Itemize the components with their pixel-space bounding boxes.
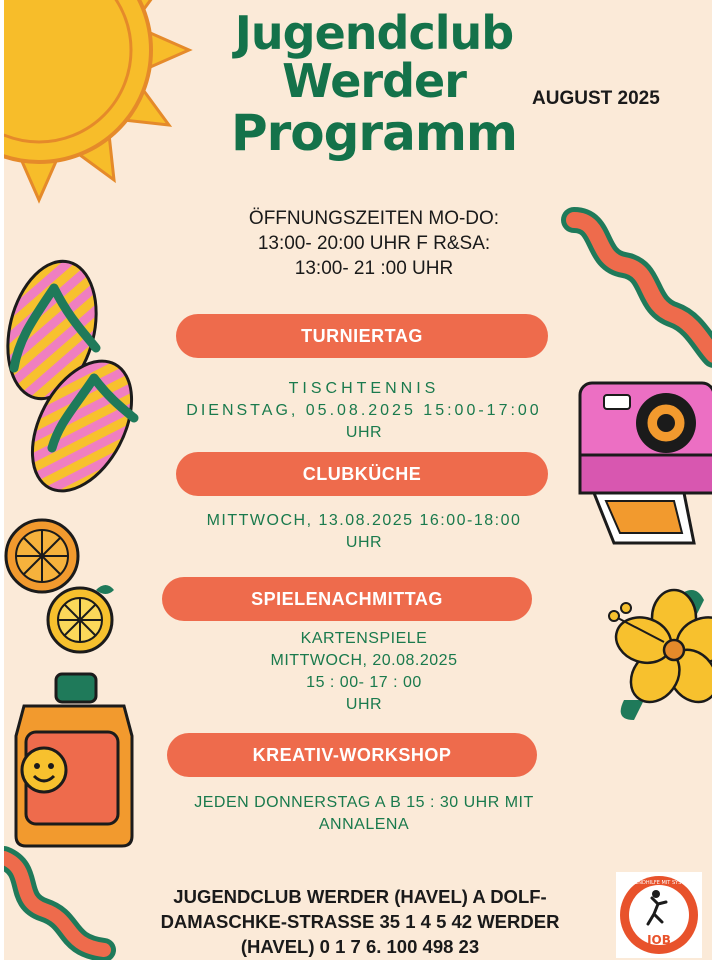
event-line: DIENSTAG, 05.08.2025 15:00-17:00 xyxy=(186,402,542,419)
event-line: ANNALENA xyxy=(318,816,410,833)
footer-line-3: (HAVEL) 0 1 7 6. 100 498 23 xyxy=(240,936,480,957)
orange-slices-icon xyxy=(4,512,114,652)
opening-hours-line-3: 13:00- 21 :00 UHR xyxy=(294,258,454,279)
title-line-3: Programm xyxy=(230,104,518,162)
event-pill-kreativ-workshop: KREATIV-WORKSHOP xyxy=(167,733,537,777)
event-line: JEDEN DONNERSTAG A B 15 : 30 UHR MIT xyxy=(194,794,534,811)
event-pill-spielenachmittag: SPIELENACHMITTAG xyxy=(162,577,532,621)
event-details-turniertag xyxy=(164,378,564,444)
event-details-kreativ-workshop xyxy=(154,792,574,836)
event-line: UHR xyxy=(345,534,383,551)
month-label: AUGUST 2025 xyxy=(532,88,660,109)
job-logo-ring-text: JUGENDHILFE MIT SYSTEM xyxy=(626,880,692,886)
sunscreen-bottle-icon xyxy=(4,670,134,850)
opening-hours-line-2: 13:00- 20:00 UHR F R&SA: xyxy=(257,233,491,254)
event-line: TISCHTENNIS xyxy=(288,380,440,397)
wavy-ribbon-right-icon xyxy=(564,210,712,370)
wavy-ribbon-left-icon xyxy=(4,850,134,960)
event-line: MITTWOCH, 13.08.2025 16:00-18:00 xyxy=(206,512,522,529)
title-line-2: Werder xyxy=(282,54,466,108)
event-line: UHR xyxy=(345,424,383,441)
event-pill-clubkueche: CLUBKÜCHE xyxy=(176,452,548,496)
event-line: KARTENSPIELE xyxy=(300,630,428,647)
footer-address xyxy=(130,884,590,959)
opening-hours xyxy=(194,206,554,281)
sun-icon xyxy=(4,0,204,250)
title-line-1: Jugendclub xyxy=(234,6,514,60)
job-logo-icon xyxy=(616,872,702,958)
opening-hours-line-1: ÖFFNUNGSZEITEN MO-DO: xyxy=(248,208,500,229)
footer-line-2: DAMASCHKE-STRASSE 35 1 4 5 42 WERDER xyxy=(160,911,560,932)
flyer xyxy=(4,0,712,960)
hibiscus-flower-icon xyxy=(604,580,712,720)
footer-line-1: JUGENDCLUB WERDER (HAVEL) A DOLF- xyxy=(173,886,547,907)
event-line: MITTWOCH, 20.08.2025 xyxy=(270,652,458,669)
event-line: 15 : 00- 17 : 00 xyxy=(306,674,422,691)
event-details-clubkueche xyxy=(164,510,564,554)
job-logo xyxy=(616,872,702,958)
job-logo-text: JOB xyxy=(647,933,671,947)
event-line: UHR xyxy=(345,696,383,713)
event-pill-turniertag: TURNIERTAG xyxy=(176,314,548,358)
flip-flops-icon xyxy=(4,258,154,498)
event-details-spielenachmittag xyxy=(164,628,564,716)
instant-camera-icon xyxy=(574,375,712,550)
